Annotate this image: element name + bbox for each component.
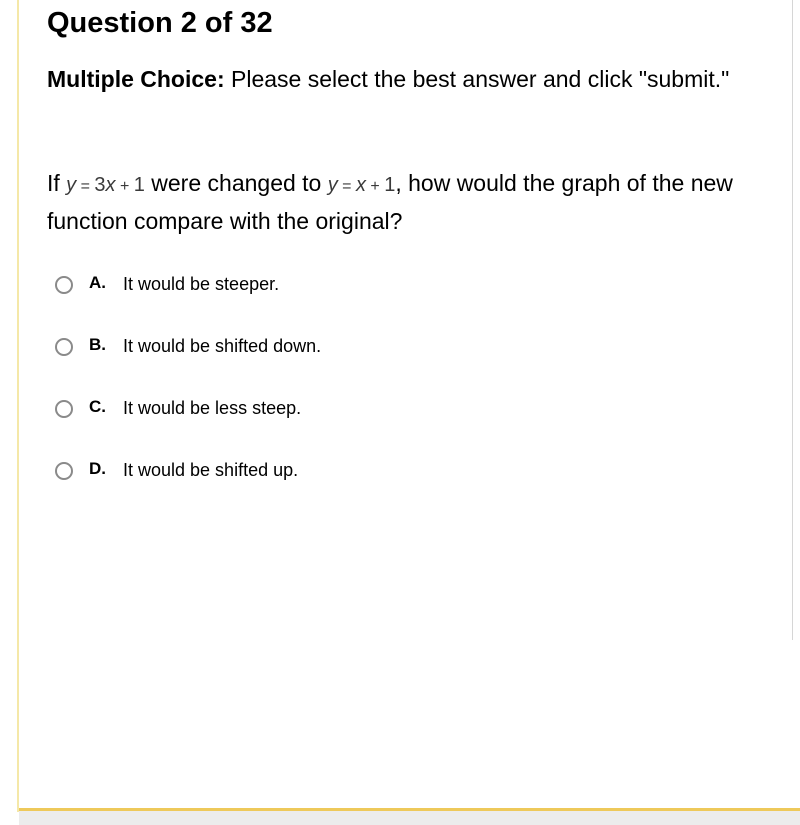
footer-bar xyxy=(19,811,800,825)
option-letter: B. xyxy=(89,335,106,354)
instructions-lead: Multiple Choice: xyxy=(47,66,225,92)
radio-option-a[interactable] xyxy=(55,276,73,294)
question-middle: were changed to xyxy=(144,170,328,196)
original-eq-x: x xyxy=(105,174,116,196)
instructions xyxy=(47,62,767,96)
original-eq-y: y xyxy=(66,174,77,196)
original-eq-constant: 1 xyxy=(133,174,145,196)
question-suffix: , how would the graph of the new function compare with the original? xyxy=(47,170,733,234)
radio-option-d[interactable] xyxy=(55,462,73,480)
new-eq-constant: 1 xyxy=(384,174,396,196)
new-eq-y: y xyxy=(327,174,338,196)
original-eq-equals: = xyxy=(76,178,95,195)
question-prefix: If xyxy=(47,170,67,196)
instructions-text: Please select the best answer and click "submit." xyxy=(224,66,730,92)
original-eq-coefficient: 3 xyxy=(94,174,106,196)
left-accent-rule xyxy=(17,0,19,812)
page-title: Question 2 of 32 xyxy=(47,7,273,39)
option-letter: A. xyxy=(89,273,106,292)
radio-option-c[interactable] xyxy=(55,400,73,418)
option-text[interactable]: It would be shifted down. xyxy=(123,336,322,356)
option-letter: D. xyxy=(89,459,106,478)
option-text[interactable]: It would be shifted up. xyxy=(123,460,299,480)
original-equation xyxy=(66,174,145,196)
option-letter: C. xyxy=(89,397,106,416)
new-eq-plus: + xyxy=(365,178,385,195)
option-text[interactable]: It would be steeper. xyxy=(123,274,280,294)
new-equation xyxy=(328,174,396,196)
option-text[interactable]: It would be less steep. xyxy=(123,398,302,418)
new-eq-x: x xyxy=(355,174,366,196)
right-divider xyxy=(792,0,793,640)
question-text xyxy=(47,166,792,238)
new-eq-equals: = xyxy=(337,178,356,195)
original-eq-plus: + xyxy=(115,178,134,195)
radio-option-b[interactable] xyxy=(55,338,73,356)
